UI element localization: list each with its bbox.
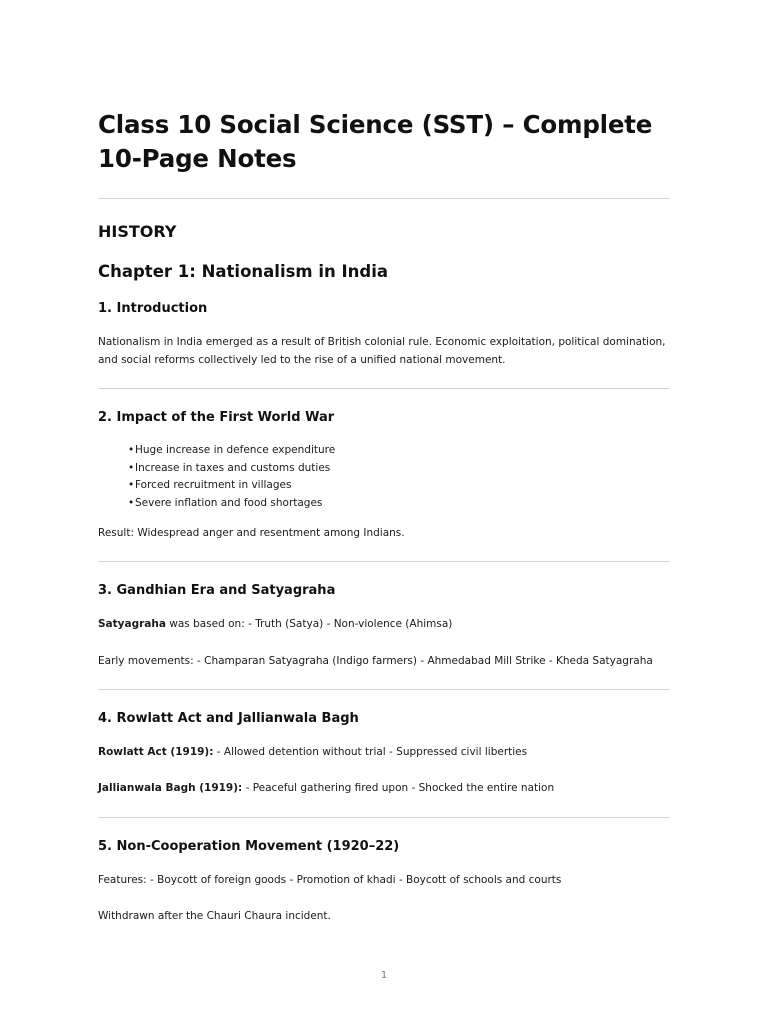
bullet-icon: • (128, 479, 135, 492)
list-item-text: Forced recruitment in villages (135, 479, 292, 492)
subheading-gandhian-era: 3. Gandhian Era and Satyagraha (98, 583, 336, 598)
subheading-rowlatt-act: 4. Rowlatt Act and Jallianwala Bagh (98, 711, 359, 726)
rowlatt-text: - Allowed detention without trial - Suppressed civil liberties (213, 746, 528, 758)
document-title: Class 10 Social Science (SST) – Complete 10-Page Notes (98, 110, 653, 173)
world-war-result: Result: Widespread anger and resentment among Indians. (98, 527, 405, 539)
non-cooperation-features: Features: - Boycott of foreign goods - Promotion of khadi - Boycott of schools and courts (98, 874, 562, 886)
rowlatt-paragraph (98, 743, 670, 761)
jallianwala-text: - Peaceful gathering fired upon - Shocked the entire nation (242, 782, 555, 794)
bullet-icon: • (128, 497, 135, 510)
introduction-paragraph: Nationalism in India emerged as a result of British colonial rule. Economic exploitation, political domination, and social reforms collectively led to the rise of a unified national movement. (98, 336, 666, 366)
world-war-bullet-list (128, 442, 335, 513)
divider (98, 561, 670, 562)
satyagraha-text: was based on: - Truth (Satya) - Non-violence (Ahimsa) (165, 618, 453, 630)
divider (98, 817, 670, 818)
list-item (128, 442, 335, 460)
list-item-text: Increase in taxes and customs duties (135, 461, 331, 474)
list-item (128, 460, 335, 478)
early-movements-paragraph: Early movements: - Champaran Satyagraha (Indigo farmers) - Ahmedabad Mill Strike - Kheda Satyagraha (98, 655, 653, 667)
subheading-non-cooperation: 5. Non-Cooperation Movement (1920–22) (98, 839, 400, 854)
satyagraha-term: Satyagraha (98, 618, 166, 630)
jallianwala-paragraph (98, 779, 670, 797)
subheading-introduction: 1. Introduction (98, 301, 208, 316)
section-heading-history: HISTORY (98, 222, 177, 241)
bullet-icon: • (128, 461, 135, 474)
divider (98, 388, 670, 389)
page-number: 1 (380, 970, 388, 981)
subheading-world-war: 2. Impact of the First World War (98, 410, 335, 425)
chapter-heading: Chapter 1: Nationalism in India (98, 262, 388, 281)
non-cooperation-withdrawn: Withdrawn after the Chauri Chaura incident. (98, 910, 331, 922)
list-item-text: Huge increase in defence expenditure (135, 444, 336, 456)
satyagraha-paragraph (98, 615, 670, 633)
divider (98, 689, 670, 690)
divider (98, 198, 670, 199)
list-item (128, 477, 335, 495)
list-item (128, 495, 335, 513)
rowlatt-term: Rowlatt Act (1919): (98, 746, 214, 758)
list-item-text: Severe inflation and food shortages (135, 497, 323, 510)
bullet-icon: • (128, 444, 135, 456)
jallianwala-term: Jallianwala Bagh (1919): (98, 782, 243, 794)
